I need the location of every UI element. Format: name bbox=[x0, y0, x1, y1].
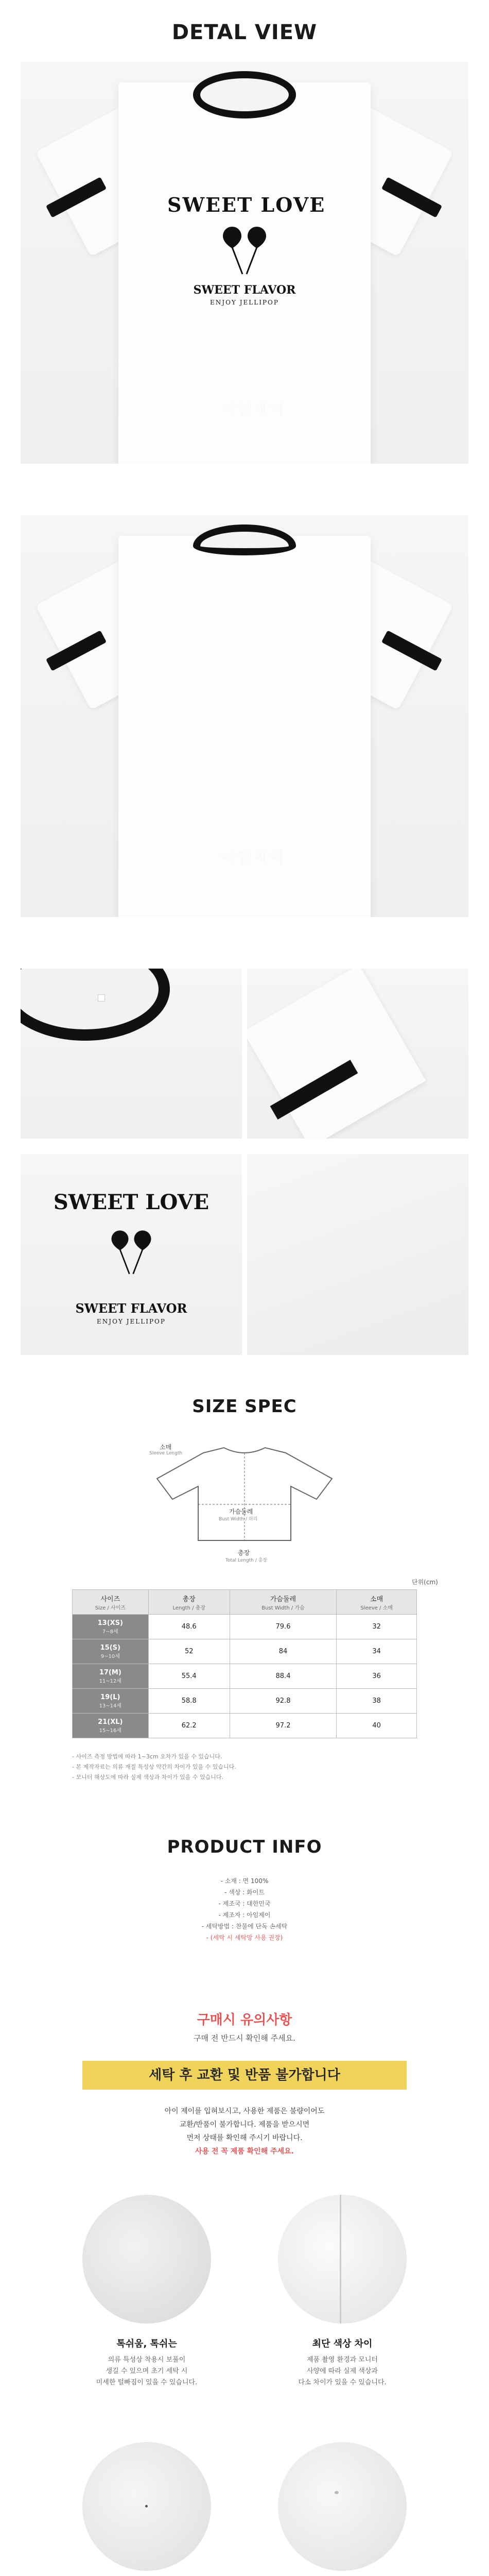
size-notes: - 사이즈 측정 방법에 따라 1~3cm 오차가 있을 수 있습니다. - 본 제작자료는 의류 재질 특성상 약간의 차이가 있을 수 있습니다. - 모니터 해상도에 따라 실제 색상과 차이가 있을 수 있습니다. bbox=[72, 1753, 236, 1781]
print-closeup-tagline: ENJOY JELLIPOP bbox=[97, 1318, 166, 1325]
table-row: 17(M) 11~12세 55.4 88.4 36 bbox=[73, 1664, 417, 1689]
print-closeup bbox=[21, 1154, 242, 1355]
size-spec-table bbox=[72, 1589, 417, 1738]
table-row: 19(L) 13~14세 58.8 92.8 38 bbox=[73, 1689, 417, 1714]
diagram-length-label: 총장 bbox=[238, 1549, 250, 1556]
diagram-chest-label-en: Bust Width / 허리 bbox=[219, 1517, 258, 1522]
print-tagline: ENJOY JELLIPOP bbox=[210, 299, 279, 306]
table-row: 13(XS) 7~8세 48.6 79.6 32 bbox=[73, 1615, 417, 1639]
sleeve-closeup bbox=[247, 969, 468, 1139]
lollipop-heart-icon bbox=[214, 216, 275, 278]
diagram-chest-label: 가슴둘레 bbox=[229, 1508, 253, 1515]
diagram-length-label-en: Total Length / 총장 bbox=[225, 1558, 268, 1563]
watermark-back: 아임제이 bbox=[221, 849, 285, 867]
size-unit: 단위(cm) bbox=[412, 1579, 438, 1586]
back-photo bbox=[21, 515, 468, 917]
spec-header-size: 사이즈 Size / 사이즈 bbox=[73, 1590, 149, 1615]
spec-header-chest: 가슴둘레 Bust Width / 가슴 bbox=[230, 1590, 336, 1615]
front-photo bbox=[21, 62, 468, 464]
product-info-list: - 소재 : 면 100% - 색상 : 화이트 - 제조국 : 대한민국 - 제조자 : 아임제이 - 세탁방법 : 찬물에 단독 손세탁 - (세탁 시 세탁망 사용 권장) bbox=[201, 1877, 288, 1941]
caution-title: 구매시 유의사항 bbox=[197, 2012, 292, 2028]
print-script: SWEET FLAVOR bbox=[193, 283, 296, 297]
collar-closeup bbox=[21, 969, 242, 1139]
detail-text-1: 제품 촬영 환경과 모니터 사양에 따라 실제 색상과 다소 차이가 있을 수 있습니다. bbox=[298, 2356, 387, 2386]
lollipop-heart-icon-closeup bbox=[103, 1221, 160, 1278]
spec-header-length: 총장 Length / 총장 bbox=[148, 1590, 230, 1615]
detail-title-1: 최단 색상 차이 bbox=[312, 2338, 373, 2349]
detail-title-0: 톡쉬움, 톡쉬는 bbox=[116, 2338, 177, 2349]
table-row: 15(S) 9~10세 52 84 34 bbox=[73, 1639, 417, 1664]
fabric-closeup bbox=[247, 1154, 468, 1355]
print-closeup-headline: SWEET LOVE bbox=[53, 1190, 209, 1214]
tee-size-diagram bbox=[136, 1443, 353, 1546]
caution-text: 아이 제이를 입혀보시고, 사용한 제품은 불량이어도 교환/반품이 불가합니다. 제품을 받으시면 먼저 상태를 확인해 주시기 바랍니다. 사용 전 꼭 제품 확인해 주세요. bbox=[164, 2107, 325, 2156]
detail-view-title: DETAL VIEW bbox=[171, 21, 318, 44]
table-row: 21(XL) 15~16세 62.2 97.2 40 bbox=[73, 1714, 417, 1738]
detail-text-0: 의류 특성상 착용시 보풀이 생길 수 있으며 초기 세탁 시 미세한 털빠짐이 있을 수 있습니다. bbox=[96, 2356, 198, 2386]
spec-header-sleeve: 소매 Sleeve / 소매 bbox=[337, 1590, 417, 1615]
caution-subtitle: 구매 전 반드시 확인해 주세요. bbox=[194, 2033, 295, 2043]
print-headline: SWEET LOVE bbox=[167, 193, 326, 216]
watermark: 아임제이 bbox=[221, 401, 285, 419]
diagram-sleeve-label: 소매 bbox=[160, 1444, 172, 1451]
diagram-sleeve-label-en: Sleeve Length bbox=[149, 1451, 183, 1456]
product-info-title: PRODUCT INFO bbox=[167, 1837, 322, 1857]
dot-circle bbox=[82, 2442, 211, 2571]
color-diff-circle bbox=[278, 2195, 407, 2324]
size-spec-title: SIZE SPEC bbox=[192, 1396, 297, 1417]
caution-banner: 세탁 후 교환 및 반품 불가합니다 bbox=[82, 2061, 407, 2090]
pilling-circle bbox=[82, 2195, 211, 2324]
print-closeup-script: SWEET FLAVOR bbox=[75, 1301, 187, 1316]
stain-circle bbox=[278, 2442, 407, 2571]
